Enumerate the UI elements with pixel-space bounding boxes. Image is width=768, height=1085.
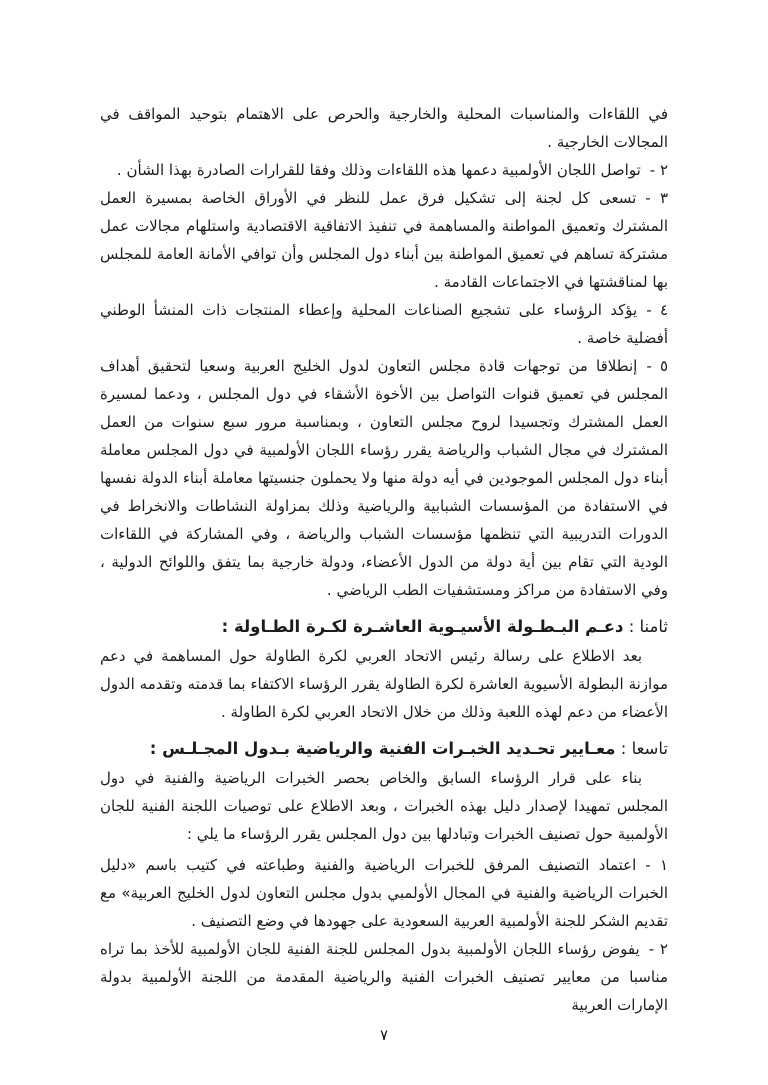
page-text-block	[100, 100, 668, 1019]
item-number: ٤ -	[646, 301, 668, 319]
section-nine-heading	[100, 735, 668, 763]
item-number: ١ -	[645, 856, 668, 874]
item-text: إنطلاقا من توجهات قادة مجلس التعاون لدول الخليج العربية وسعيا لتحقيق أهداف المجلس في تعميق قنوات التواصل بين الأخوة الأشقاء في دول المجلس ، ودعما لمسيرة العمل المشترك وتجسيدا لروح مجلس التعاون ، وبمناسبة مرور سبع سنوات من العمل المشترك في مجال الشباب والرياضة يقرر رؤساء اللجان الأولمبية في دول المجلس معاملة أبناء دول المجلس الموجودين في أيه دولة منها ولا يحملون جنسيتها معاملة أبناء الدولة نفسها في الاستفادة من المؤسسات الشبابية والرياضية وذلك بمزاولة النشاطات والانخراط في الدورات التدريبية التي تنظمها مؤسسات الشباب والرياضة ، وفي المشاركة في اللقاءات الودية التي تقام بين أية دولة من الدول الأعضاء، ودولة خارجية بما يتفق واللوائح الدولية ، وفي الاستفادة من مراكز ومستشفيات الطب الرياضي .	[100, 357, 668, 599]
section-eight-label: ثامنا :	[623, 617, 668, 636]
section-eight-paragraph: بعد الاطلاع على رسالة رئيس الاتحاد العربي لكرة الطاولة حول المساهمة في دعم موازنة البطولة الأسيوية العاشرة لكرة الطاولة يقرر الرؤساء الاكتفاء بما قدمته وتقدمه الدول الأعضاء من دعم لهذه اللعبة وذلك من خلال الاتحاد العربي لكرة الطاولة .	[100, 647, 668, 721]
section-nine-item-1	[100, 851, 668, 935]
item-number: ٣ -	[645, 189, 668, 207]
item-number: ٢ -	[648, 940, 668, 958]
item-number: ٥ -	[646, 357, 668, 375]
item-text: اعتماد التصنيف المرفق للخبرات الرياضية والفنية وطباعته في كتيب باسم «دليل الخبرات الرياضية والفنية في المجال الأولمبي بدول مجلس التعاون لدول الخليج العربية» مع تقديم الشكر للجنة الأولمبية العربية السعودية على جهودها في وضع التصنيف .	[100, 856, 668, 930]
decision-item-4	[100, 296, 668, 352]
section-nine-items	[100, 851, 668, 1019]
item-text: يؤكد الرؤساء على تشجيع الصناعات المحلية وإعطاء المنتجات ذات المنشأ الوطني أفضلية خاصة .	[100, 301, 668, 347]
decision-item-5	[100, 352, 668, 604]
item-text: تسعى كل لجنة إلى تشكيل فرق عمل للنظر في الأوراق الخاصة بمسيرة العمل المشترك وتعميق المواطنة والمساهمة في تنفيذ الاتفاقية الاقتصادية واستلهام مجالات عمل مشتركة تساهم في تعميق المواطنة بين أبناء دول المجلس وأن توافي الأمانة العامة للمجلس بها لمناقشتها في الاجتماعات القادمة .	[100, 189, 668, 291]
item-text: يفوض رؤساء اللجان الأولمبية بدول المجلس للجنة الفنية للجان الأولمبية للأخذ بما تراه مناسبا من معايير تصنيف الخبرات الفنية والرياضية المقدمة من اللجنة الأولمبية بدولة الإمارات العربية	[100, 940, 668, 1014]
item-text: تواصل اللجان الأولمبية دعمها هذه اللقاءات وذلك وفقا للقرارات الصادرة بهذا الشأن .	[116, 161, 641, 179]
page-number: ٧	[379, 1026, 389, 1044]
section-nine-title: معـايير تحـديد الخبـرات الفنية والرياضية بـدول المجـلـس :	[149, 739, 616, 758]
section-nine-item-2	[100, 935, 668, 1019]
section-eight-title: دعـم البـطـولة الأسيـوية العاشـرة لكـرة الطـاولة :	[221, 617, 624, 636]
continuation-paragraph: في اللقاءات والمناسبات المحلية والخارجية والحرص على الاهتمام بتوحيد المواقف في المجالات الخارجية .	[100, 105, 668, 151]
section-eight-heading	[100, 613, 668, 641]
decision-item-2	[100, 156, 668, 184]
decision-item-3	[100, 184, 668, 296]
item-number: ٢ -	[649, 161, 668, 179]
section-nine-label: تاسعا :	[615, 739, 668, 758]
section-nine-paragraph: بناء على قرار الرؤساء السابق والخاص بحصر الخبرات الرياضية والفنية في دول المجلس تمهيدا لإصدار دليل بهذه الخبرات ، وبعد الاطلاع على توصيات اللجنة الفنية للجان الأولمبية حول تصنيف الخبرات وتبادلها بين دول المجلس يقرر الرؤساء ما يلي :	[100, 769, 668, 843]
